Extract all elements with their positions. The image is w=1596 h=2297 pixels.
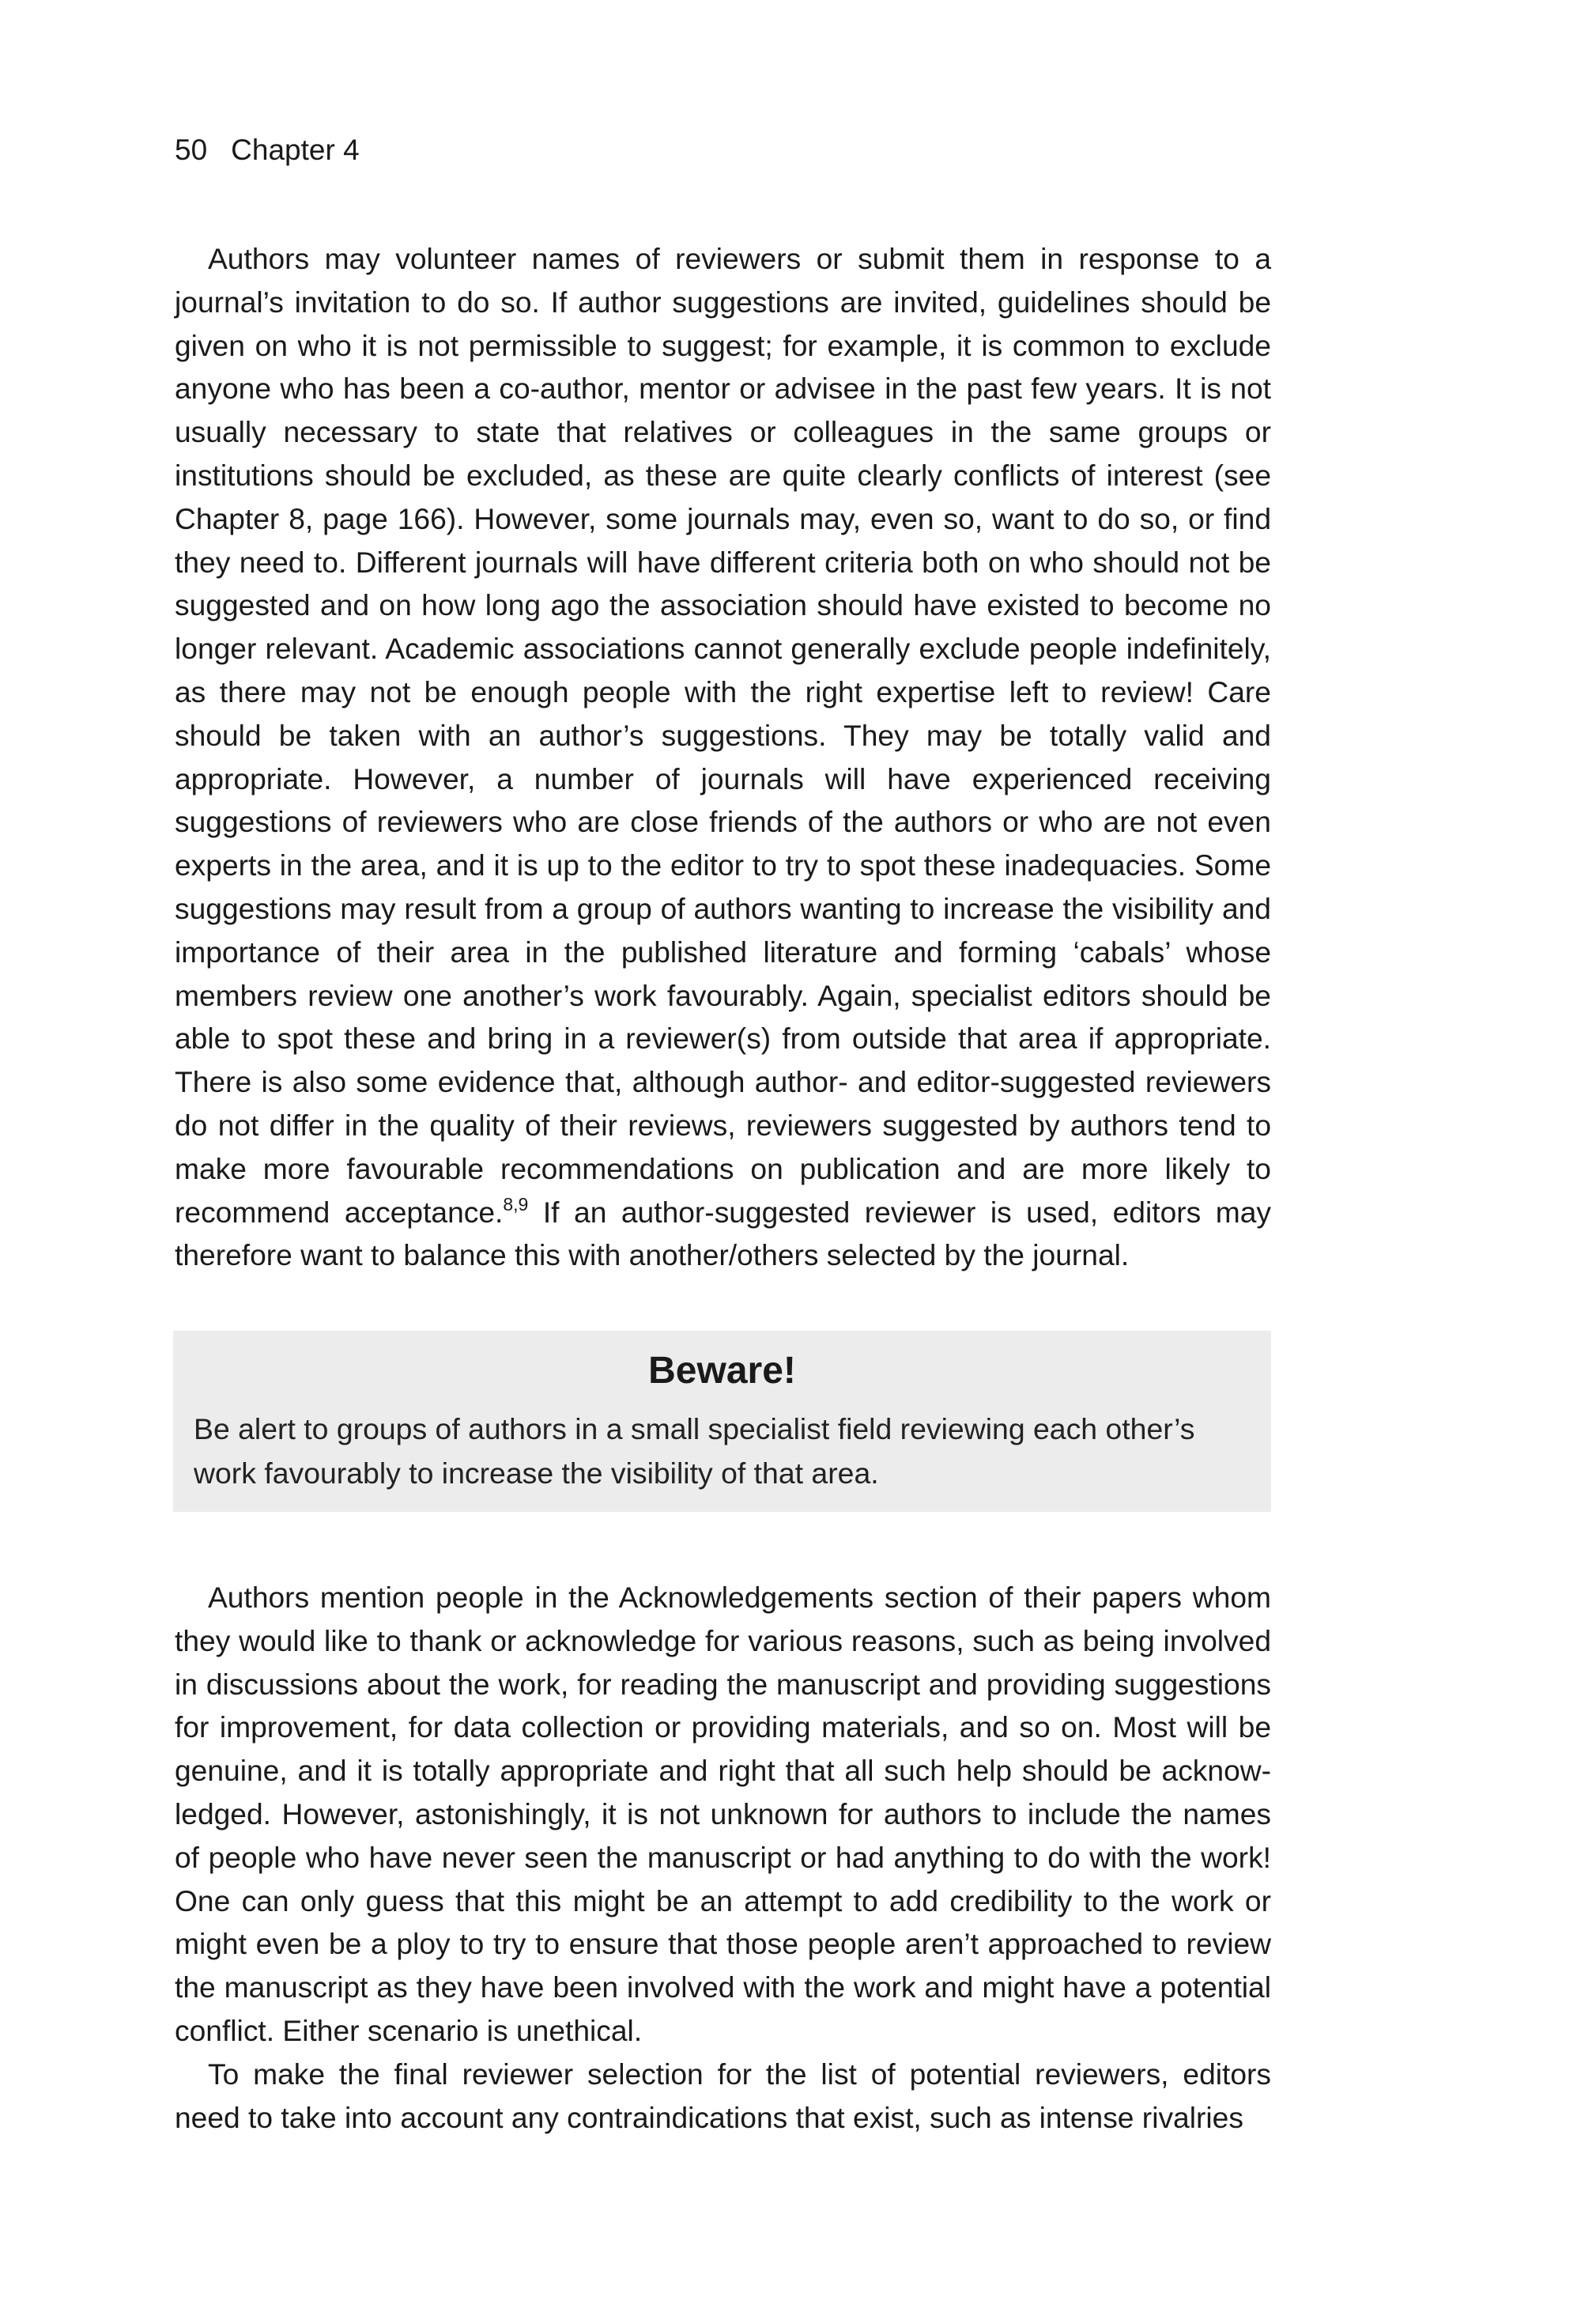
callout-title: Beware! <box>648 1350 796 1392</box>
reference-superscript: 8,9 <box>503 1193 529 1215</box>
chapter-label: Chapter 4 <box>231 134 360 166</box>
paragraph-reviewer-suggestions <box>175 237 1271 1277</box>
running-header <box>175 133 360 168</box>
beware-callout-box <box>173 1331 1271 1512</box>
paragraph-acknowledgements: Authors mention people in the Acknowledgements section of their papers whom they would like to thank or acknowledge for various reasons, such as being involved in discussions about the work, for reading the manuscript and providing suggestions for improvement, for data collection or providing materials, and so on. Most will be genuine, and it is totally appropriate and right that all such help should be acknowledged. However, astonishingly, it is not unknown for authors to include the names of people who have never seen the manuscript or had anything to do with the work! One can only guess that this might be an attempt to add credibility to the work or might even be a ploy to try to ensure that those people aren’t approached to review the manuscript as they have been involved with the work and might have a potential conflict. Either scenario is unethical. <box>175 1581 1271 2047</box>
paragraph-final-selection: To make the final reviewer selection for the list of potential reviewers, editors need to take into account any contraindications that exist, such as intense rivalries <box>175 2057 1271 2134</box>
body-text-lower <box>175 1576 1271 2139</box>
body-text-upper <box>175 237 1271 1277</box>
paragraph-text: Authors may volunteer names of reviewers or submit them in response to a journal’s invitation to do so. If author suggestions are invited, guidelines should be given on who it is not permissible to suggest; for example, it is common to exclude anyone who has been a co-author, mentor or advisee in the past few years. It is not usually necessary to state that relatives or colleagues in the same groups or institutions should be excluded, as these are quite clearly conflicts of interest (see Chapter 8, page 166). However, some journals may, even so, want to do so, or find they need to. Different journals will have different criteria both on who should not be suggested and on how long ago the association should have existed to become no longer relevant. Academic associations cannot generally exclude people indefinitely, as there may not be enough people with the right expertise left to review! Care should be taken with an author’s suggestions. They may be totally valid and appropriate. However, a number of journals will have experienced receiving suggestions of reviewers who are close friends of the authors or who are not even experts in the area, and it is up to the editor to try to spot these inadequacies. Some suggestions may result from a group of authors wanting to increase the visibility and importance of their area in the published literature and forming ‘cabals’ whose members review one another’s work favourably. Again, specialist editors should be able to spot these and bring in a reviewer(s) from outside that area if appropriate. There is also some evidence that, although author- and editor-suggested reviewers do not differ in the quality of their reviews, reviewers suggested by authors tend to make more favourable recommendations on publication and are more likely to recommend acceptance. <box>175 242 1271 1229</box>
paragraph-text-continued: If an author-suggested reviewer is used, editors may therefore want to balance this with another/others selected by the journal. <box>175 1195 1271 1272</box>
page-number: 50 <box>175 134 208 166</box>
callout-text: Be alert to groups of authors in a small specialist field reviewing each other’s work favourably to increase the visibility of that area. <box>194 1412 1195 1490</box>
